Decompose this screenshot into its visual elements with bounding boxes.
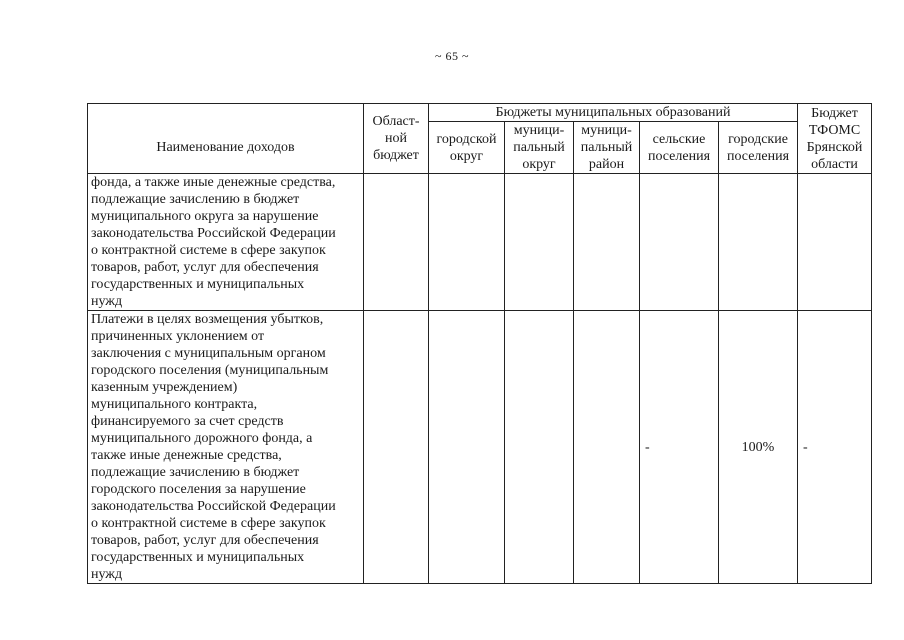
page-number: ~ 65 ~	[435, 49, 469, 63]
cell-regional	[364, 311, 429, 584]
cell-urban: 100%	[719, 311, 798, 584]
header-rural-settlements: сельские поселения	[640, 122, 719, 174]
cell-rural: -	[640, 311, 719, 584]
cell-municipal-okrug	[505, 174, 574, 311]
cell-municipal-raion	[574, 311, 640, 584]
cell-tfoms	[798, 174, 872, 311]
cell-regional	[364, 174, 429, 311]
row-revenue-name: фонда, а также иные денежные средства, подлежащие зачислению в бюджет муниципального округа за нарушение законодательства Российской Федерации о контрактной системе в сфере закупок товаров, работ, услуг для обеспечения государственных и муниципальных нужд	[88, 174, 364, 311]
cell-urban	[719, 174, 798, 311]
header-tfoms-budget: Бюджет ТФОМС Брянской области	[798, 104, 872, 174]
cell-city-district	[429, 311, 505, 584]
header-city-district: городской округ	[429, 122, 505, 174]
cell-rural	[640, 174, 719, 311]
revenue-distribution-table	[87, 103, 872, 584]
table-row	[88, 311, 872, 584]
cell-city-district	[429, 174, 505, 311]
header-urban-settlements: городские поселения	[719, 122, 798, 174]
row-revenue-name: Платежи в целях возмещения убытков, причиненных уклонением от заключения с муниципальным органом городского поселения (муниципальным казенным учреждением) муниципального контракта, финансируемого за счет средств муниципального дорожного фонда, а также иные денежные средства, подлежащие зачислению в бюджет городского поселения за нарушение законодательства Российской Федерации о контрактной системе в сфере закупок товаров, работ, услуг для обеспечения государственных и муниципальных нужд	[88, 311, 364, 584]
cell-municipal-okrug	[505, 311, 574, 584]
cell-municipal-raion	[574, 174, 640, 311]
header-municipal-raion: муници- пальный район	[574, 122, 640, 174]
header-regional-budget: Област- ной бюджет	[364, 104, 429, 174]
cell-tfoms: -	[798, 311, 872, 584]
header-municipal-okrug: муници- пальный округ	[505, 122, 574, 174]
header-municipal-budgets: Бюджеты муниципальных образований	[429, 104, 798, 122]
header-revenue-name: Наименование доходов	[88, 104, 364, 174]
table-row	[88, 174, 872, 311]
